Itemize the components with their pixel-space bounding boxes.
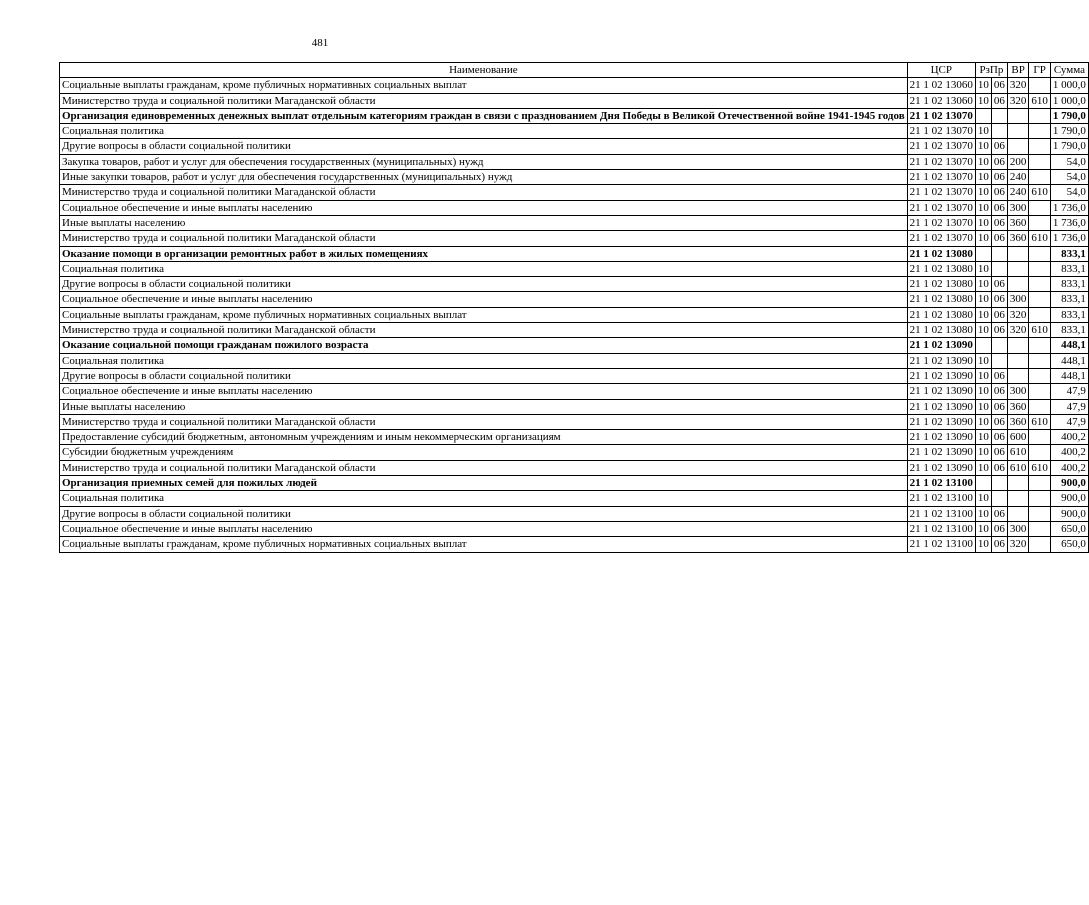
table-row (60, 124, 1089, 139)
cell-pr: 06 (991, 445, 1007, 460)
cell-gr: 610 (1029, 460, 1051, 475)
cell-csr: 21 1 02 13090 (907, 445, 975, 460)
cell-sum: 1 790,0 (1050, 124, 1088, 139)
header-csr: ЦСР (907, 63, 975, 78)
cell-pr (991, 353, 1007, 368)
table-header-row (60, 63, 1089, 78)
cell-vr (1007, 368, 1029, 383)
table-row-section (60, 338, 1089, 353)
header-name: Наименование (60, 63, 908, 78)
cell-rz: 10 (975, 124, 991, 139)
table-row (60, 537, 1089, 552)
cell-pr: 06 (991, 292, 1007, 307)
cell-csr: 21 1 02 13100 (907, 506, 975, 521)
cell-vr: 200 (1007, 154, 1029, 169)
cell-sum: 47,9 (1050, 399, 1088, 414)
cell-vr: 320 (1007, 93, 1029, 108)
cell-vr: 360 (1007, 215, 1029, 230)
cell-rz (975, 476, 991, 491)
cell-gr (1029, 215, 1051, 230)
cell-rz: 10 (975, 292, 991, 307)
cell-pr: 06 (991, 154, 1007, 169)
cell-rz: 10 (975, 430, 991, 445)
cell-gr (1029, 108, 1051, 123)
cell-pr: 06 (991, 399, 1007, 414)
cell-name: Социальная политика (60, 261, 908, 276)
cell-sum: 448,1 (1050, 353, 1088, 368)
header-vr: ВР (1007, 63, 1029, 78)
cell-csr: 21 1 02 13070 (907, 185, 975, 200)
cell-sum: 47,9 (1050, 384, 1088, 399)
cell-gr: 610 (1029, 231, 1051, 246)
cell-sum: 1 790,0 (1050, 108, 1088, 123)
cell-rz: 10 (975, 185, 991, 200)
cell-gr (1029, 338, 1051, 353)
cell-pr: 06 (991, 537, 1007, 552)
cell-name: Министерство труда и социальной политики Магаданской области (60, 323, 908, 338)
cell-name: Социальные выплаты гражданам, кроме публичных нормативных социальных выплат (60, 537, 908, 552)
cell-gr (1029, 124, 1051, 139)
cell-gr: 610 (1029, 414, 1051, 429)
cell-vr: 320 (1007, 537, 1029, 552)
cell-vr (1007, 353, 1029, 368)
table-row (60, 399, 1089, 414)
cell-sum: 54,0 (1050, 154, 1088, 169)
cell-vr: 300 (1007, 292, 1029, 307)
cell-csr: 21 1 02 13080 (907, 292, 975, 307)
cell-gr (1029, 521, 1051, 536)
cell-pr (991, 108, 1007, 123)
cell-pr (991, 246, 1007, 261)
cell-vr: 610 (1007, 460, 1029, 475)
cell-gr (1029, 170, 1051, 185)
cell-vr: 600 (1007, 430, 1029, 445)
cell-csr: 21 1 02 13080 (907, 277, 975, 292)
cell-rz: 10 (975, 384, 991, 399)
cell-vr (1007, 338, 1029, 353)
cell-rz: 10 (975, 277, 991, 292)
cell-csr: 21 1 02 13070 (907, 154, 975, 169)
cell-name: Социальное обеспечение и иные выплаты населению (60, 521, 908, 536)
cell-vr: 610 (1007, 445, 1029, 460)
cell-name: Оказание социальной помощи гражданам пожилого возраста (60, 338, 908, 353)
table-row (60, 353, 1089, 368)
table-row (60, 215, 1089, 230)
table-row (60, 139, 1089, 154)
cell-vr: 300 (1007, 384, 1029, 399)
cell-vr (1007, 139, 1029, 154)
cell-gr (1029, 246, 1051, 261)
table-row (60, 292, 1089, 307)
cell-rz: 10 (975, 261, 991, 276)
cell-name: Министерство труда и социальной политики Магаданской области (60, 460, 908, 475)
cell-gr (1029, 78, 1051, 93)
cell-sum: 448,1 (1050, 368, 1088, 383)
cell-pr: 06 (991, 139, 1007, 154)
cell-sum: 900,0 (1050, 476, 1088, 491)
cell-rz: 10 (975, 139, 991, 154)
cell-pr: 06 (991, 231, 1007, 246)
cell-name: Социальная политика (60, 491, 908, 506)
cell-vr: 360 (1007, 231, 1029, 246)
cell-csr: 21 1 02 13090 (907, 353, 975, 368)
table-body (60, 78, 1089, 552)
cell-vr (1007, 491, 1029, 506)
cell-pr: 06 (991, 277, 1007, 292)
cell-rz: 10 (975, 78, 991, 93)
cell-rz: 10 (975, 231, 991, 246)
table-row (60, 261, 1089, 276)
cell-pr: 06 (991, 215, 1007, 230)
cell-name: Другие вопросы в области социальной политики (60, 139, 908, 154)
header-sum: Сумма (1050, 63, 1088, 78)
table-row (60, 384, 1089, 399)
cell-gr (1029, 292, 1051, 307)
cell-gr (1029, 368, 1051, 383)
cell-csr: 21 1 02 13070 (907, 215, 975, 230)
cell-csr: 21 1 02 13070 (907, 170, 975, 185)
cell-sum: 900,0 (1050, 491, 1088, 506)
cell-name: Социальная политика (60, 124, 908, 139)
cell-rz: 10 (975, 154, 991, 169)
cell-name: Иные выплаты населению (60, 399, 908, 414)
cell-pr: 06 (991, 185, 1007, 200)
cell-gr (1029, 506, 1051, 521)
cell-name: Субсидии бюджетным учреждениям (60, 445, 908, 460)
table-row (60, 185, 1089, 200)
cell-vr: 320 (1007, 78, 1029, 93)
cell-pr: 06 (991, 506, 1007, 521)
cell-sum: 900,0 (1050, 506, 1088, 521)
cell-csr: 21 1 02 13070 (907, 124, 975, 139)
cell-rz (975, 338, 991, 353)
cell-pr (991, 261, 1007, 276)
cell-rz: 10 (975, 323, 991, 338)
cell-sum: 400,2 (1050, 430, 1088, 445)
cell-name: Другие вопросы в области социальной политики (60, 506, 908, 521)
cell-csr: 21 1 02 13090 (907, 414, 975, 429)
cell-rz: 10 (975, 93, 991, 108)
table-row-section (60, 476, 1089, 491)
cell-name: Организация приемных семей для пожилых людей (60, 476, 908, 491)
cell-sum: 1 736,0 (1050, 231, 1088, 246)
table-row (60, 445, 1089, 460)
cell-pr: 06 (991, 430, 1007, 445)
cell-vr: 240 (1007, 185, 1029, 200)
cell-rz (975, 246, 991, 261)
cell-gr (1029, 261, 1051, 276)
table-row (60, 491, 1089, 506)
cell-name: Министерство труда и социальной политики Магаданской области (60, 93, 908, 108)
cell-gr (1029, 353, 1051, 368)
cell-csr: 21 1 02 13090 (907, 338, 975, 353)
cell-gr: 610 (1029, 93, 1051, 108)
cell-sum: 1 736,0 (1050, 200, 1088, 215)
cell-csr: 21 1 02 13080 (907, 307, 975, 322)
cell-csr: 21 1 02 13070 (907, 200, 975, 215)
cell-gr (1029, 399, 1051, 414)
cell-pr (991, 491, 1007, 506)
cell-name: Социальная политика (60, 353, 908, 368)
cell-gr (1029, 139, 1051, 154)
cell-sum: 448,1 (1050, 338, 1088, 353)
cell-csr: 21 1 02 13090 (907, 368, 975, 383)
cell-sum: 400,2 (1050, 445, 1088, 460)
cell-name: Социальное обеспечение и иные выплаты населению (60, 200, 908, 215)
cell-name: Другие вопросы в области социальной политики (60, 277, 908, 292)
cell-name: Закупка товаров, работ и услуг для обеспечения государственных (муниципальных) нужд (60, 154, 908, 169)
cell-csr: 21 1 02 13060 (907, 78, 975, 93)
table-row (60, 521, 1089, 536)
cell-vr: 320 (1007, 307, 1029, 322)
cell-gr (1029, 476, 1051, 491)
cell-pr: 06 (991, 368, 1007, 383)
cell-csr: 21 1 02 13100 (907, 476, 975, 491)
cell-csr: 21 1 02 13080 (907, 323, 975, 338)
table-row (60, 277, 1089, 292)
cell-sum: 650,0 (1050, 537, 1088, 552)
cell-rz: 10 (975, 399, 991, 414)
cell-gr (1029, 277, 1051, 292)
header-gr: ГР (1029, 63, 1051, 78)
cell-pr: 06 (991, 414, 1007, 429)
cell-sum: 1 000,0 (1050, 78, 1088, 93)
cell-name: Министерство труда и социальной политики Магаданской области (60, 414, 908, 429)
cell-gr: 610 (1029, 323, 1051, 338)
cell-vr: 360 (1007, 414, 1029, 429)
table-row (60, 78, 1089, 93)
cell-pr: 06 (991, 93, 1007, 108)
cell-pr: 06 (991, 200, 1007, 215)
cell-pr: 06 (991, 323, 1007, 338)
cell-vr: 360 (1007, 399, 1029, 414)
budget-table (59, 62, 1089, 553)
cell-csr: 21 1 02 13070 (907, 108, 975, 123)
cell-vr (1007, 124, 1029, 139)
cell-rz: 10 (975, 170, 991, 185)
cell-name: Социальные выплаты гражданам, кроме публичных нормативных социальных выплат (60, 307, 908, 322)
cell-csr: 21 1 02 13060 (907, 93, 975, 108)
cell-pr (991, 338, 1007, 353)
cell-name: Предоставление субсидий бюджетным, автономным учреждениям и иным некоммерческим организациям (60, 430, 908, 445)
cell-rz: 10 (975, 215, 991, 230)
cell-csr: 21 1 02 13090 (907, 399, 975, 414)
cell-sum: 1 736,0 (1050, 215, 1088, 230)
cell-pr (991, 124, 1007, 139)
cell-name: Министерство труда и социальной политики Магаданской области (60, 185, 908, 200)
cell-csr: 21 1 02 13090 (907, 384, 975, 399)
cell-sum: 833,1 (1050, 261, 1088, 276)
table-row-section (60, 108, 1089, 123)
cell-csr: 21 1 02 13080 (907, 246, 975, 261)
cell-sum: 833,1 (1050, 246, 1088, 261)
page-number: 481 (311, 37, 329, 49)
cell-gr (1029, 307, 1051, 322)
cell-sum: 1 000,0 (1050, 93, 1088, 108)
cell-csr: 21 1 02 13090 (907, 430, 975, 445)
cell-sum: 833,1 (1050, 292, 1088, 307)
cell-gr (1029, 445, 1051, 460)
cell-pr: 06 (991, 521, 1007, 536)
cell-rz: 10 (975, 414, 991, 429)
table-row (60, 323, 1089, 338)
cell-pr (991, 476, 1007, 491)
cell-sum: 833,1 (1050, 277, 1088, 292)
cell-name: Социальное обеспечение и иные выплаты населению (60, 384, 908, 399)
table-row (60, 93, 1089, 108)
cell-name: Оказание помощи в организации ремонтных работ в жилых помещениях (60, 246, 908, 261)
cell-rz: 10 (975, 307, 991, 322)
cell-name: Иные закупки товаров, работ и услуг для обеспечения государственных (муниципальных) нужд (60, 170, 908, 185)
cell-gr: 610 (1029, 185, 1051, 200)
cell-name: Министерство труда и социальной политики Магаданской области (60, 231, 908, 246)
cell-csr: 21 1 02 13090 (907, 460, 975, 475)
cell-vr: 240 (1007, 170, 1029, 185)
cell-csr: 21 1 02 13100 (907, 537, 975, 552)
cell-rz: 10 (975, 353, 991, 368)
cell-gr (1029, 537, 1051, 552)
cell-vr: 300 (1007, 521, 1029, 536)
cell-vr (1007, 108, 1029, 123)
cell-gr (1029, 154, 1051, 169)
cell-name: Другие вопросы в области социальной политики (60, 368, 908, 383)
cell-sum: 54,0 (1050, 185, 1088, 200)
cell-name: Иные выплаты населению (60, 215, 908, 230)
cell-csr: 21 1 02 13070 (907, 139, 975, 154)
cell-csr: 21 1 02 13080 (907, 261, 975, 276)
table-row (60, 368, 1089, 383)
cell-sum: 833,1 (1050, 307, 1088, 322)
cell-rz: 10 (975, 445, 991, 460)
cell-pr: 06 (991, 78, 1007, 93)
cell-sum: 47,9 (1050, 414, 1088, 429)
cell-gr (1029, 200, 1051, 215)
cell-rz: 10 (975, 368, 991, 383)
cell-vr (1007, 261, 1029, 276)
cell-vr: 300 (1007, 200, 1029, 215)
header-rz-pr: РзПр (975, 63, 1007, 78)
table-row (60, 506, 1089, 521)
table-row (60, 231, 1089, 246)
cell-csr: 21 1 02 13100 (907, 521, 975, 536)
cell-rz: 10 (975, 491, 991, 506)
cell-pr: 06 (991, 460, 1007, 475)
cell-csr: 21 1 02 13100 (907, 491, 975, 506)
cell-sum: 833,1 (1050, 323, 1088, 338)
cell-pr: 06 (991, 384, 1007, 399)
cell-vr: 320 (1007, 323, 1029, 338)
cell-sum: 650,0 (1050, 521, 1088, 536)
cell-rz: 10 (975, 506, 991, 521)
cell-gr (1029, 384, 1051, 399)
cell-rz: 10 (975, 521, 991, 536)
table-row (60, 200, 1089, 215)
cell-gr (1029, 491, 1051, 506)
cell-vr (1007, 277, 1029, 292)
cell-sum: 400,2 (1050, 460, 1088, 475)
cell-name: Социальное обеспечение и иные выплаты населению (60, 292, 908, 307)
cell-sum: 1 790,0 (1050, 139, 1088, 154)
cell-rz: 10 (975, 537, 991, 552)
cell-pr: 06 (991, 307, 1007, 322)
table-row (60, 460, 1089, 475)
table-row (60, 170, 1089, 185)
table-row-section (60, 246, 1089, 261)
cell-vr (1007, 476, 1029, 491)
table-row (60, 430, 1089, 445)
cell-pr: 06 (991, 170, 1007, 185)
table-row (60, 414, 1089, 429)
cell-vr (1007, 246, 1029, 261)
cell-csr: 21 1 02 13070 (907, 231, 975, 246)
table-row (60, 154, 1089, 169)
cell-sum: 54,0 (1050, 170, 1088, 185)
cell-name: Организация единовременных денежных выплат отдельным категориям граждан в связи с празднованием Дня Победы в Великой Отечественной войне 1941-1945 годов (60, 108, 908, 123)
cell-rz: 10 (975, 200, 991, 215)
cell-name: Социальные выплаты гражданам, кроме публичных нормативных социальных выплат (60, 78, 908, 93)
cell-rz (975, 108, 991, 123)
cell-gr (1029, 430, 1051, 445)
cell-rz: 10 (975, 460, 991, 475)
table-row (60, 307, 1089, 322)
cell-vr (1007, 506, 1029, 521)
